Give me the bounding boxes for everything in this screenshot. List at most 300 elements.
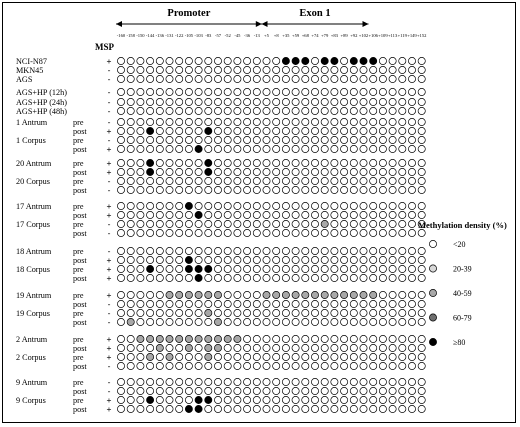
cpg-site-circle <box>166 127 173 134</box>
cpg-site-circle <box>214 396 221 403</box>
cpg-site-circle <box>370 127 377 134</box>
cpg-site-circle <box>156 127 163 134</box>
cpg-site-circle <box>234 387 241 394</box>
cpg-site-circle <box>292 405 299 412</box>
cpg-site-circle <box>214 344 221 351</box>
region-label: Exon 1 <box>299 8 331 19</box>
cpg-site-circle <box>263 118 270 125</box>
sample-label: 19 Corpus <box>16 309 50 318</box>
cpg-site-circle <box>195 186 202 193</box>
cpg-site-circle <box>350 247 357 254</box>
cpg-site-circle <box>341 309 348 316</box>
cpg-site-circle <box>137 98 144 105</box>
cpg-site-circle <box>263 186 270 193</box>
cpg-site-circle <box>147 247 154 254</box>
cpg-site-circle <box>282 220 289 227</box>
cpg-site-circle <box>244 362 251 369</box>
cpg-site-circle <box>137 118 144 125</box>
header-group <box>95 8 427 52</box>
cpg-site-circle <box>195 405 202 412</box>
cpg-site-circle <box>253 378 260 385</box>
cpg-site-circle <box>214 353 221 360</box>
cpg-site-circle <box>137 202 144 209</box>
cpg-site-circle <box>321 353 328 360</box>
cpg-site-circle <box>156 300 163 307</box>
cpg-site-circle <box>147 274 154 281</box>
cpg-site-circle <box>224 202 231 209</box>
sample-label: AGS+HP (24h) <box>16 98 67 107</box>
cpg-site-circle <box>350 57 357 64</box>
sample-label: 1 Antrum <box>16 118 48 127</box>
cpg-site-circle <box>263 335 270 342</box>
cpg-site-circle <box>127 256 134 263</box>
cpg-site-circle <box>214 335 221 342</box>
cpg-site-circle <box>253 318 260 325</box>
cpg-site-circle <box>117 318 124 325</box>
cpg-site-circle <box>253 256 260 263</box>
cpg-site-circle <box>147 168 154 175</box>
cpg-site-circle <box>263 57 270 64</box>
cpg-site-circle <box>214 202 221 209</box>
cpg-site-circle <box>360 256 367 263</box>
cpg-site-circle <box>360 177 367 184</box>
cpg-site-circle <box>370 145 377 152</box>
cpg-site-circle <box>302 145 309 152</box>
cpg-site-circle <box>195 220 202 227</box>
cpg-site-circle <box>292 88 299 95</box>
cpg-site-circle <box>311 66 318 73</box>
cpg-site-circle <box>253 229 260 236</box>
cpg-site-circle <box>214 168 221 175</box>
cpg-site-circle <box>137 378 144 385</box>
cpg-site-circle <box>156 168 163 175</box>
cpg-site-circle <box>166 300 173 307</box>
cpg-site-circle <box>176 291 183 298</box>
cpg-site-circle <box>147 98 154 105</box>
cpg-site-circle <box>214 300 221 307</box>
cpg-site-circle <box>389 362 396 369</box>
cpg-site-circle <box>195 318 202 325</box>
cpg-site-circle <box>408 186 415 193</box>
cpg-site-circle <box>379 378 386 385</box>
cpg-site-circle <box>321 136 328 143</box>
cpg-site-circle <box>321 127 328 134</box>
msp-result: + <box>106 126 112 136</box>
cpg-site-circle <box>331 265 338 272</box>
cpg-site-circle <box>389 309 396 316</box>
cpg-site-circle <box>321 159 328 166</box>
cpg-site-circle <box>137 177 144 184</box>
cpg-site-circle <box>127 309 134 316</box>
cpg-site-circle <box>176 318 183 325</box>
cpg-site-circle <box>147 387 154 394</box>
cpg-position-label: -36 <box>244 33 251 38</box>
cpg-site-circle <box>117 265 124 272</box>
sample-label: 2 Antrum <box>16 335 48 344</box>
cpg-site-circle <box>302 211 309 218</box>
cpg-site-circle <box>137 145 144 152</box>
condition-label: post <box>73 127 87 136</box>
cpg-site-circle <box>263 247 270 254</box>
cpg-site-circle <box>321 57 328 64</box>
cpg-site-circle <box>331 66 338 73</box>
sample-label: NCI-N87 <box>16 57 47 66</box>
condition-label: pre <box>73 309 84 318</box>
sample-row <box>16 135 425 145</box>
cpg-site-circle <box>176 387 183 394</box>
cpg-site-circle <box>224 75 231 82</box>
cpg-site-circle <box>341 353 348 360</box>
cpg-site-circle <box>176 75 183 82</box>
cpg-site-circle <box>399 177 406 184</box>
cpg-site-circle <box>418 300 425 307</box>
cpg-site-circle <box>389 177 396 184</box>
cpg-site-circle <box>273 353 280 360</box>
cpg-site-circle <box>137 309 144 316</box>
cpg-site-circle <box>253 127 260 134</box>
cpg-site-circle <box>302 168 309 175</box>
cpg-site-circle <box>331 309 338 316</box>
cpg-site-circle <box>176 353 183 360</box>
cpg-site-circle <box>147 309 154 316</box>
cpg-site-circle <box>117 353 124 360</box>
cpg-site-circle <box>176 247 183 254</box>
cpg-site-circle <box>389 107 396 114</box>
legend-swatch <box>429 265 436 272</box>
cpg-site-circle <box>224 66 231 73</box>
cpg-site-circle <box>166 309 173 316</box>
cpg-site-circle <box>156 88 163 95</box>
cpg-site-circle <box>292 274 299 281</box>
msp-result: + <box>106 56 112 66</box>
cpg-site-circle <box>127 362 134 369</box>
cpg-site-circle <box>234 75 241 82</box>
cpg-site-circle <box>302 344 309 351</box>
cpg-site-circle <box>321 98 328 105</box>
cpg-site-circle <box>399 159 406 166</box>
cpg-site-circle <box>137 362 144 369</box>
cpg-site-circle <box>389 57 396 64</box>
cpg-site-circle <box>263 405 270 412</box>
cpg-site-circle <box>311 318 318 325</box>
cpg-site-circle <box>418 177 425 184</box>
cpg-site-circle <box>389 220 396 227</box>
cpg-site-circle <box>321 274 328 281</box>
cpg-site-circle <box>263 202 270 209</box>
cpg-site-circle <box>156 396 163 403</box>
cpg-site-circle <box>127 318 134 325</box>
cpg-site-circle <box>127 291 134 298</box>
cpg-site-circle <box>282 318 289 325</box>
cpg-site-circle <box>418 88 425 95</box>
cpg-site-circle <box>292 168 299 175</box>
cpg-site-circle <box>263 396 270 403</box>
cpg-site-circle <box>117 159 124 166</box>
cpg-site-circle <box>273 118 280 125</box>
cpg-site-circle <box>244 145 251 152</box>
cpg-site-circle <box>185 396 192 403</box>
cpg-site-circle <box>418 247 425 254</box>
cpg-site-circle <box>321 118 328 125</box>
cpg-site-circle <box>185 98 192 105</box>
cpg-site-circle <box>137 229 144 236</box>
cpg-site-circle <box>370 186 377 193</box>
msp-result: - <box>107 377 111 387</box>
region-arrow-head <box>116 21 122 27</box>
cpg-site-circle <box>379 127 386 134</box>
cpg-site-circle <box>331 318 338 325</box>
cpg-site-circle <box>185 274 192 281</box>
cpg-site-circle <box>360 168 367 175</box>
cpg-site-circle <box>331 177 338 184</box>
cpg-site-circle <box>408 75 415 82</box>
cpg-site-circle <box>234 396 241 403</box>
cpg-site-circle <box>408 66 415 73</box>
legend-label: <20 <box>453 240 466 249</box>
cpg-site-circle <box>195 211 202 218</box>
sample-row <box>16 334 425 344</box>
cpg-site-circle <box>137 220 144 227</box>
legend-swatch <box>429 289 436 296</box>
cpg-site-circle <box>185 159 192 166</box>
cpg-position-label: +119 <box>397 33 407 38</box>
cpg-site-circle <box>408 136 415 143</box>
cpg-site-circle <box>156 387 163 394</box>
cpg-site-circle <box>292 309 299 316</box>
cpg-site-circle <box>137 256 144 263</box>
cpg-site-circle <box>147 335 154 342</box>
cpg-site-circle <box>195 118 202 125</box>
cpg-site-circle <box>156 98 163 105</box>
cpg-site-circle <box>282 344 289 351</box>
cpg-site-circle <box>137 396 144 403</box>
cpg-site-circle <box>282 145 289 152</box>
cpg-site-circle <box>137 318 144 325</box>
cpg-site-circle <box>147 202 154 209</box>
sample-row <box>16 87 425 97</box>
cpg-site-circle <box>224 362 231 369</box>
cpg-site-circle <box>350 186 357 193</box>
msp-result: - <box>107 317 111 327</box>
condition-label: post <box>73 405 87 414</box>
cpg-site-circle <box>350 396 357 403</box>
cpg-site-circle <box>331 229 338 236</box>
cpg-site-circle <box>117 396 124 403</box>
cpg-site-circle <box>185 362 192 369</box>
cpg-site-circle <box>253 300 260 307</box>
cpg-site-circle <box>263 75 270 82</box>
cpg-site-circle <box>195 202 202 209</box>
cpg-site-circle <box>311 75 318 82</box>
cpg-site-circle <box>418 274 425 281</box>
cpg-site-circle <box>127 159 134 166</box>
cpg-site-circle <box>117 247 124 254</box>
condition-label: pre <box>73 335 84 344</box>
cpg-site-circle <box>234 159 241 166</box>
legend-swatch <box>429 314 436 321</box>
cpg-site-circle <box>273 405 280 412</box>
msp-result: + <box>106 167 112 177</box>
cpg-site-circle <box>253 57 260 64</box>
cpg-site-circle <box>205 57 212 64</box>
cpg-site-circle <box>292 378 299 385</box>
cpg-site-circle <box>350 202 357 209</box>
cpg-site-circle <box>399 57 406 64</box>
cpg-site-circle <box>350 378 357 385</box>
cpg-site-circle <box>195 75 202 82</box>
cpg-site-circle <box>350 318 357 325</box>
cpg-site-circle <box>176 256 183 263</box>
cpg-site-circle <box>263 66 270 73</box>
cpg-site-circle <box>418 318 425 325</box>
cpg-site-circle <box>156 265 163 272</box>
cpg-site-circle <box>389 353 396 360</box>
condition-label: post <box>73 211 87 220</box>
cpg-site-circle <box>418 57 425 64</box>
cpg-site-circle <box>321 318 328 325</box>
cpg-site-circle <box>379 362 386 369</box>
cpg-site-circle <box>117 344 124 351</box>
cpg-site-circle <box>418 335 425 342</box>
sample-label: 20 Antrum <box>16 159 52 168</box>
cpg-site-circle <box>311 211 318 218</box>
condition-label: pre <box>73 353 84 362</box>
cpg-site-circle <box>117 145 124 152</box>
cpg-site-circle <box>350 177 357 184</box>
cpg-site-circle <box>379 291 386 298</box>
cpg-site-circle <box>379 318 386 325</box>
sample-row <box>16 74 425 84</box>
cpg-site-circle <box>195 353 202 360</box>
cpg-site-circle <box>331 291 338 298</box>
cpg-site-circle <box>292 291 299 298</box>
cpg-site-circle <box>185 75 192 82</box>
cpg-site-circle <box>389 256 396 263</box>
cpg-site-circle <box>147 57 154 64</box>
cpg-site-circle <box>185 300 192 307</box>
cpg-site-circle <box>166 318 173 325</box>
sample-label: 20 Corpus <box>16 177 50 186</box>
cpg-site-circle <box>370 159 377 166</box>
cpg-site-circle <box>156 118 163 125</box>
cpg-site-circle <box>360 136 367 143</box>
sample-row <box>16 65 425 75</box>
cpg-site-circle <box>331 378 338 385</box>
sample-row <box>16 352 425 362</box>
cpg-site-circle <box>127 247 134 254</box>
cpg-site-circle <box>399 344 406 351</box>
cpg-site-circle <box>253 145 260 152</box>
cpg-site-circle <box>156 57 163 64</box>
cpg-site-circle <box>360 387 367 394</box>
cpg-site-circle <box>331 300 338 307</box>
cpg-site-circle <box>176 396 183 403</box>
cpg-site-circle <box>408 88 415 95</box>
cpg-site-circle <box>360 405 367 412</box>
cpg-site-circle <box>205 177 212 184</box>
cpg-site-circle <box>331 335 338 342</box>
msp-result: + <box>106 404 112 414</box>
cpg-site-circle <box>234 229 241 236</box>
cpg-site-circle <box>321 229 328 236</box>
msp-result: - <box>107 228 111 238</box>
cpg-site-circle <box>214 98 221 105</box>
cpg-site-circle <box>282 98 289 105</box>
cpg-site-circle <box>117 291 124 298</box>
cpg-site-circle <box>127 98 134 105</box>
cpg-position-label: -52 <box>224 33 231 38</box>
cpg-site-circle <box>408 127 415 134</box>
cpg-site-circle <box>234 309 241 316</box>
cpg-site-circle <box>370 229 377 236</box>
rows-group <box>16 56 425 414</box>
cpg-site-circle <box>224 107 231 114</box>
cpg-site-circle <box>341 211 348 218</box>
condition-label: post <box>73 229 87 238</box>
cpg-site-circle <box>244 211 251 218</box>
cpg-site-circle <box>117 75 124 82</box>
cpg-site-circle <box>331 274 338 281</box>
condition-label: pre <box>73 118 84 127</box>
cpg-site-circle <box>166 118 173 125</box>
cpg-site-circle <box>156 247 163 254</box>
cpg-site-circle <box>263 220 270 227</box>
cpg-site-circle <box>156 202 163 209</box>
cpg-site-circle <box>224 186 231 193</box>
sample-label: 1 Corpus <box>16 136 46 145</box>
cpg-site-circle <box>408 211 415 218</box>
cpg-site-circle <box>370 136 377 143</box>
cpg-site-circle <box>127 118 134 125</box>
cpg-site-circle <box>399 405 406 412</box>
msp-result: - <box>107 219 111 229</box>
cpg-site-circle <box>399 362 406 369</box>
cpg-site-circle <box>370 396 377 403</box>
cpg-site-circle <box>224 168 231 175</box>
cpg-site-circle <box>302 186 309 193</box>
cpg-site-circle <box>408 159 415 166</box>
cpg-site-circle <box>185 127 192 134</box>
cpg-site-circle <box>418 98 425 105</box>
cpg-site-circle <box>408 229 415 236</box>
cpg-site-circle <box>321 66 328 73</box>
cpg-site-circle <box>185 405 192 412</box>
cpg-site-circle <box>292 66 299 73</box>
cpg-site-circle <box>399 211 406 218</box>
cpg-site-circle <box>282 107 289 114</box>
cpg-site-circle <box>399 98 406 105</box>
cpg-site-circle <box>234 344 241 351</box>
cpg-site-circle <box>389 145 396 152</box>
cpg-site-circle <box>292 220 299 227</box>
cpg-site-circle <box>234 353 241 360</box>
cpg-site-circle <box>282 274 289 281</box>
cpg-site-circle <box>214 159 221 166</box>
cpg-site-circle <box>195 362 202 369</box>
msp-result: - <box>107 135 111 145</box>
cpg-site-circle <box>370 291 377 298</box>
cpg-site-circle <box>292 318 299 325</box>
cpg-site-circle <box>234 202 241 209</box>
cpg-site-circle <box>360 145 367 152</box>
cpg-site-circle <box>321 344 328 351</box>
msp-result: + <box>106 395 112 405</box>
cpg-site-circle <box>176 177 183 184</box>
cpg-site-circle <box>418 362 425 369</box>
cpg-site-circle <box>341 88 348 95</box>
cpg-site-circle <box>205 396 212 403</box>
cpg-site-circle <box>408 202 415 209</box>
